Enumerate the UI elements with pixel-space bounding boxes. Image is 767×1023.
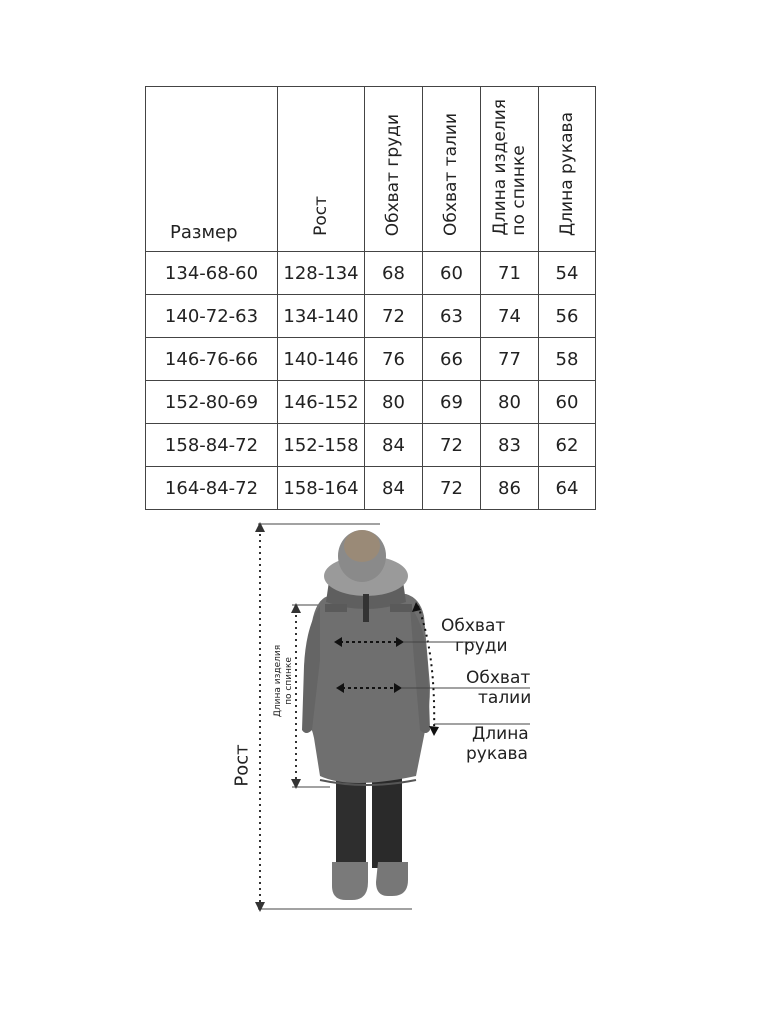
measurement-figure — [0, 510, 767, 930]
cell-size: 158-84-72 — [146, 424, 278, 467]
header-height: Рост — [278, 87, 365, 252]
cell-size: 140-72-63 — [146, 295, 278, 338]
table-row — [146, 252, 596, 295]
header-sleeve-length: Длина рукава — [539, 87, 596, 252]
table-header-row — [146, 87, 596, 252]
cell-waist: 63 — [423, 295, 481, 338]
cell-chest: 80 — [365, 381, 423, 424]
header-size: Размер — [146, 87, 278, 252]
size-chart-table — [145, 86, 596, 510]
cell-chest: 84 — [365, 467, 423, 510]
cell-back-length: 80 — [481, 381, 539, 424]
cell-height: 146-152 — [278, 381, 365, 424]
cell-height: 152-158 — [278, 424, 365, 467]
cell-sleeve-length: 58 — [539, 338, 596, 381]
waist-label: Обхват талии — [466, 668, 532, 708]
table-row — [146, 467, 596, 510]
cell-back-length: 71 — [481, 252, 539, 295]
cell-waist: 66 — [423, 338, 481, 381]
cell-back-length: 74 — [481, 295, 539, 338]
cell-sleeve-length: 64 — [539, 467, 596, 510]
sleeve-length-label: Длина рукава — [466, 724, 529, 764]
cell-size: 146-76-66 — [146, 338, 278, 381]
chest-label: Обхват груди — [441, 616, 508, 656]
table-row — [146, 295, 596, 338]
header-waist: Обхват талии — [423, 87, 481, 252]
child-jacket-illustration — [0, 510, 767, 930]
cell-size: 164-84-72 — [146, 467, 278, 510]
cell-back-length: 86 — [481, 467, 539, 510]
cell-waist: 72 — [423, 467, 481, 510]
cell-waist: 69 — [423, 381, 481, 424]
cell-chest: 68 — [365, 252, 423, 295]
cell-back-length: 83 — [481, 424, 539, 467]
cell-height: 140-146 — [278, 338, 365, 381]
cell-chest: 72 — [365, 295, 423, 338]
cell-height: 158-164 — [278, 467, 365, 510]
cell-size: 134-68-60 — [146, 252, 278, 295]
header-chest: Обхват груди — [365, 87, 423, 252]
cell-sleeve-length: 54 — [539, 252, 596, 295]
cell-sleeve-length: 60 — [539, 381, 596, 424]
cell-sleeve-length: 56 — [539, 295, 596, 338]
cell-chest: 76 — [365, 338, 423, 381]
cell-chest: 84 — [365, 424, 423, 467]
cell-sleeve-length: 62 — [539, 424, 596, 467]
cell-height: 134-140 — [278, 295, 365, 338]
cell-back-length: 77 — [481, 338, 539, 381]
table-row — [146, 338, 596, 381]
back-length-label: Длина изделия по спинке — [273, 644, 294, 718]
table-row — [146, 381, 596, 424]
cell-waist: 72 — [423, 424, 481, 467]
cell-height: 128-134 — [278, 252, 365, 295]
cell-size: 152-80-69 — [146, 381, 278, 424]
table-row — [146, 424, 596, 467]
cell-waist: 60 — [423, 252, 481, 295]
height-label: Рост — [231, 744, 253, 787]
header-back-length: Длина изделия по спинке — [481, 87, 539, 252]
